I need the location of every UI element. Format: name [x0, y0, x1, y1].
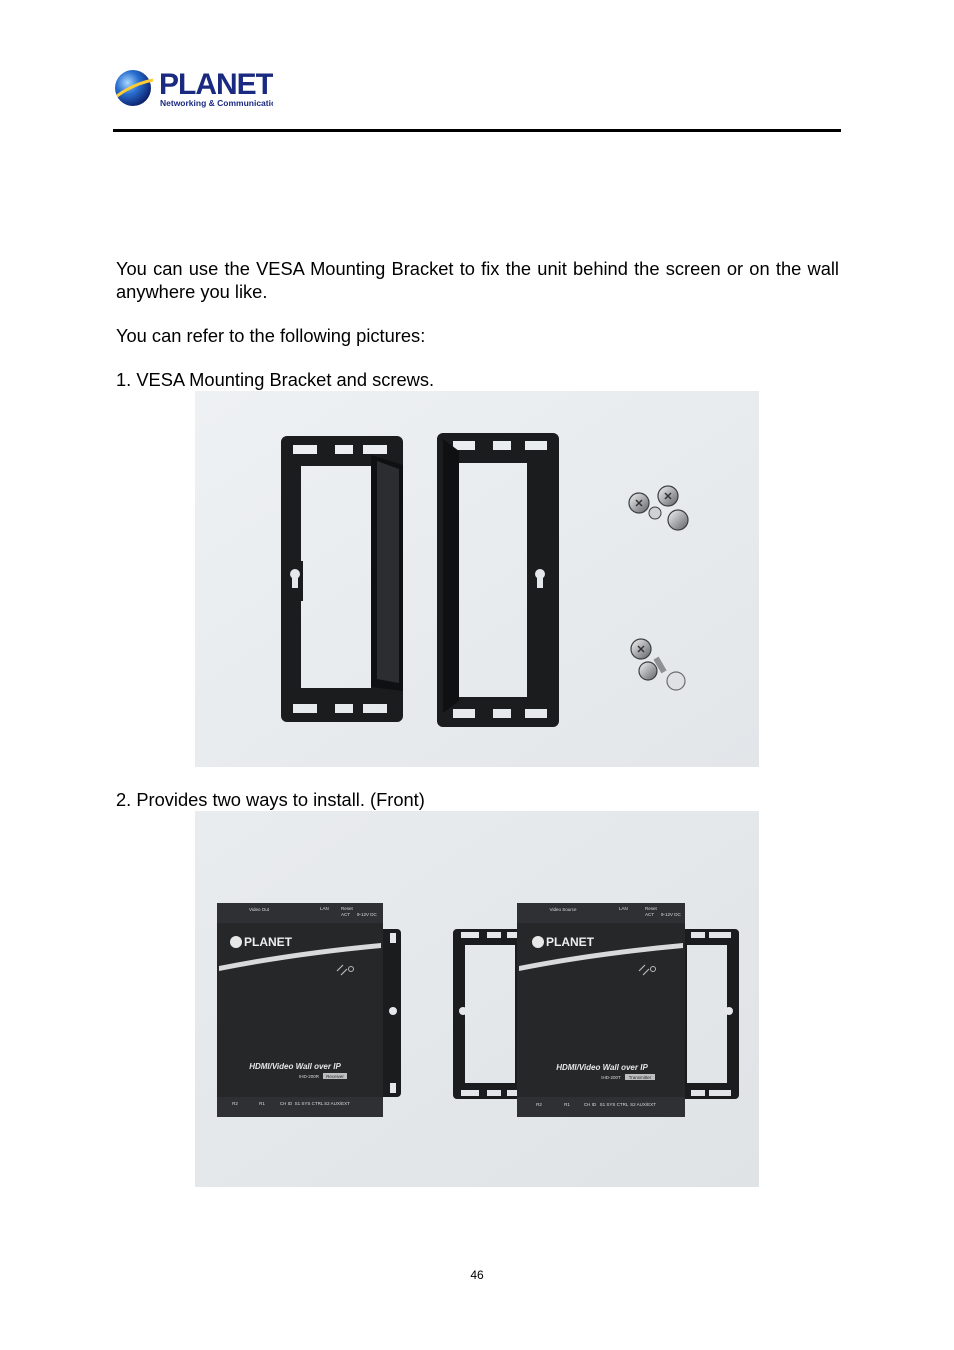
device-left-port-r2: R2: [232, 1101, 238, 1106]
device-left-port-s2: S2 AUX/EXT: [324, 1101, 350, 1106]
page-number: 46: [470, 1268, 484, 1282]
brand-tagline: Networking & Communication: [160, 98, 273, 108]
device-left-reset-label: Reset: [341, 906, 353, 911]
device-right-port-s1: S1 SYS CTRL: [599, 1102, 629, 1107]
device-left-brand: PLANET: [244, 935, 292, 949]
refer-paragraph: You can refer to the following pictures:: [116, 325, 426, 346]
device-right-act-label: ACT: [645, 912, 654, 917]
device-left-power-label: 9-12V DC: [357, 912, 377, 917]
brand-name: PLANET: [159, 68, 273, 101]
planet-logo: [113, 66, 273, 110]
device-right-brand: PLANET: [546, 935, 594, 949]
device-left: [217, 903, 401, 1117]
device-left-video-label: Video Out: [249, 907, 269, 912]
planet-globe-icon: [113, 66, 273, 110]
device-right-port-chid: CH ID: [583, 1102, 597, 1107]
item-1-caption: 1. VESA Mounting Bracket and screws.: [116, 369, 435, 390]
device-left-port-chid: CH ID: [279, 1101, 293, 1106]
device-right-port-r2: R2: [536, 1102, 542, 1107]
device-right-model-tag: Transmitter: [628, 1074, 652, 1080]
intro-paragraph: You can use the VESA Mounting Bracket to fix the unit behind the screen or on the wall anywhere you like.: [116, 258, 839, 302]
device-right-power-label: 9-12V DC: [661, 912, 681, 917]
photo-bracket-and-screws: [195, 391, 759, 767]
device-right-video-label: Video Source: [549, 907, 577, 912]
device-left-planet-icon: [230, 936, 242, 948]
device-left-model: IHD-200R: [298, 1074, 320, 1079]
device-right-planet-icon: [532, 936, 544, 948]
device-right-port-s2: S2 AUX/EXT: [630, 1102, 656, 1107]
device-left-product: HDMI/Video Wall over IP: [249, 1062, 341, 1071]
device-right-product: HDMI/Video Wall over IP: [556, 1063, 648, 1072]
device-left-port-r1: R1: [259, 1101, 265, 1106]
device-left-act-label: ACT: [341, 912, 350, 917]
device-left-model-tag: Receiver: [326, 1073, 344, 1079]
device-right-model: IHD-200T: [601, 1075, 621, 1080]
header-rule: [113, 129, 841, 132]
device-right-lan-label: LAN: [619, 906, 628, 911]
device-right-port-r1: R1: [564, 1102, 570, 1107]
device-right-reset-label: Reset: [645, 906, 657, 911]
device-left-lan-label: LAN: [320, 906, 329, 911]
item-2-caption: 2. Provides two ways to install. (Front): [116, 789, 425, 810]
photo-install-front: [195, 811, 759, 1187]
device-left-port-s1: S1 SYS CTRL: [294, 1101, 324, 1106]
